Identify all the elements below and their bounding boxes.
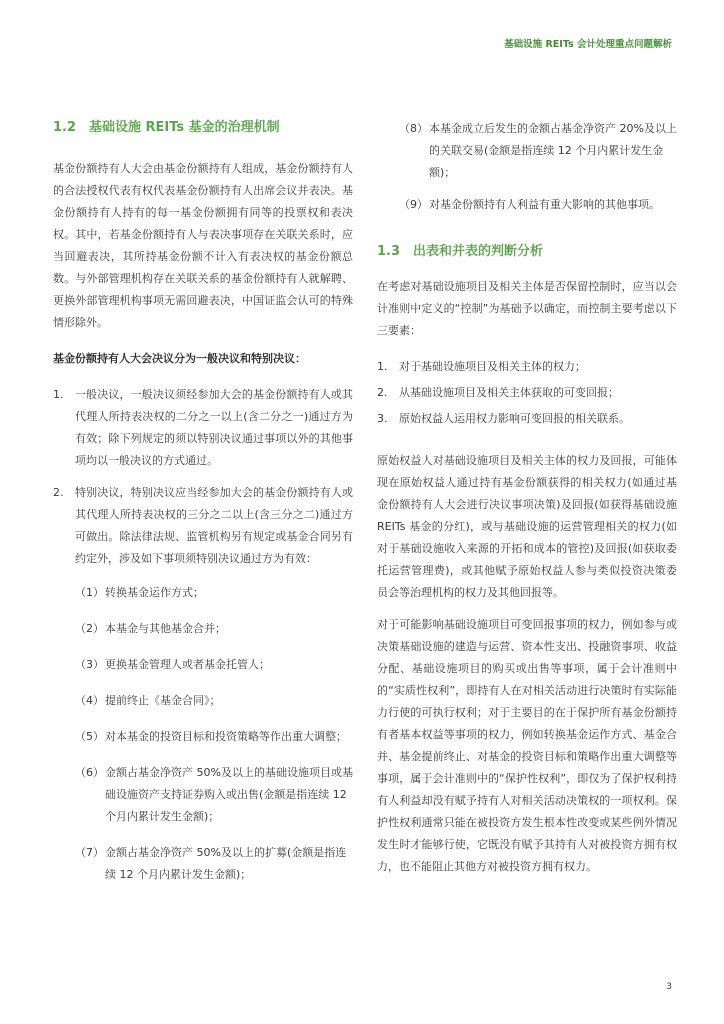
list-marker: 3. bbox=[377, 412, 388, 425]
section-1-2-heading bbox=[53, 118, 353, 138]
list-item bbox=[75, 690, 353, 712]
running-header: 基础设施 REITs 会计处理重点问题解析 bbox=[504, 39, 672, 50]
right-column bbox=[377, 118, 677, 878]
list-marker: （8） bbox=[399, 122, 428, 135]
list-marker: （2） bbox=[75, 622, 104, 635]
section-1-3-heading bbox=[377, 242, 677, 262]
special-items-list-continued bbox=[377, 118, 677, 216]
resolution-list bbox=[53, 384, 353, 570]
list-text: 本基金与其他基金合并； bbox=[105, 622, 226, 635]
list-text: 对于基础设施项目及相关主体的权力； bbox=[399, 360, 586, 373]
list-marker: （6） bbox=[75, 766, 104, 779]
left-column bbox=[53, 118, 353, 886]
list-marker: （1） bbox=[75, 586, 104, 599]
list-text: 特别决议，特别决议应当经参加大会的基金份额持有人或其代理人所持表决权的三分之二以上(含三分之二)通过方可做出。除法律法规、监管机构另有规定或基金合同另有约定外，涉及如下事项须特别决议通过方为有效： bbox=[75, 486, 353, 565]
list-text: 更换基金管理人或者基金托管人； bbox=[105, 658, 270, 671]
section-number: 1.2 bbox=[53, 120, 77, 135]
list-item bbox=[377, 356, 677, 378]
list-text: 金额占基金净资产 50%及以上的扩募(金额是指连续 12 个月内累计发生金额)； bbox=[105, 846, 347, 881]
list-text: 一般决议，一般决议须经参加大会的基金份额持有人或其代理人所持表决权的二分之一以上(含二分之一)通过方为有效；除下列规定的须以特别决议通过事项以外的其他事项均以一般决议的方式通过。 bbox=[75, 388, 353, 467]
section-1-3-paragraph-1: 原始权益人对基础设施项目及相关主体的权力及回报，可能体现在原始权益人通过持有基金份额获得的相关权力(如通过基金份额持有人大会进行决议事项决策)及回报(如获得基础设施 REITs 基金的分红)，或与基础设施的运营管理相关的权力(如对于基础设施收入来源的开拓和成本的管控)及回报(如获取委托运营管理费)，或其他赋予原始权益人参与类似投资决策委员会等治理机构的权力及其他回报等。 bbox=[377, 454, 677, 599]
section-number: 1.3 bbox=[377, 244, 401, 259]
page-number: 3 bbox=[666, 982, 672, 992]
list-marker: 2. bbox=[377, 386, 388, 399]
list-item bbox=[75, 654, 353, 676]
list-item bbox=[75, 582, 353, 604]
list-item bbox=[75, 762, 353, 828]
list-text: 转换基金运作方式； bbox=[105, 586, 204, 599]
list-text: 本基金成立后发生的金额占基金净资产 20%及以上的关联交易(金额是指连续 12 个月内累计发生金额)； bbox=[429, 122, 677, 179]
list-marker: 1. bbox=[377, 360, 388, 373]
list-marker: （4） bbox=[75, 694, 104, 707]
list-text: 金额占基金净资产 50%及以上的基础设施项目或基础设施资产支持证券购入或出售(金额是指连续 12 个月内累计发生金额)； bbox=[105, 766, 353, 823]
list-text: 从基础设施项目及相关主体获取的可变回报； bbox=[399, 386, 619, 399]
control-elements-list bbox=[377, 356, 677, 430]
section-1-3-paragraph-2: 对于可能影响基础设施项目可变回报事项的权力，例如参与或决策基础设施的建造与运营、资本性支出、投融资事项、收益分配、基础设施项目的购买或出售等事项，属于会计准则中的“实质性权利”，即持有人在对相关活动进行决策时有实际能力行使的可执行权利；对于主要目的在于保护所有基金份额持有者基本权益等事项的权力，例如转换基金运作方式、基金合并、基金提前终止、对基金的投资目标和策略作出重大调整等事项，属于会计准则中的“保护性权利”，即仅为了保护权利持有人利益却没有赋予持有人对相关活动决策权的一项权利。保护性权利通常只能在被投资方发生根本性改变或某些例外情况发生时才能够行使，它既没有赋予其持有人对被投资方拥有权力，也不能阻止其他方对被投资方拥有权力。 bbox=[377, 618, 677, 873]
list-item bbox=[399, 194, 677, 216]
list-marker: 1. bbox=[53, 388, 64, 401]
list-item bbox=[377, 408, 677, 430]
list-marker: 2. bbox=[53, 486, 64, 499]
section-1-3-intro: 在考虑对基础设施项目及相关主体是否保留控制时，应当以会计准则中定义的“控制”为基础予以确定，而控制主要考虑以下三要素： bbox=[377, 280, 677, 337]
list-item bbox=[53, 384, 353, 472]
section-title-text: 出表和并表的判断分析 bbox=[413, 244, 544, 259]
list-item bbox=[75, 618, 353, 640]
special-items-list bbox=[53, 582, 353, 886]
list-item bbox=[75, 842, 353, 886]
list-text: 对基金份额持有人利益有重大影响的其他事项。 bbox=[429, 198, 660, 211]
list-text: 提前终止《基金合同》； bbox=[105, 694, 221, 707]
section-title-text: 基础设施 REITs 基金的治理机制 bbox=[89, 120, 280, 135]
list-marker: （7） bbox=[75, 846, 104, 859]
list-text: 原始权益人运用权力影响可变回报的相关联系。 bbox=[399, 412, 630, 425]
section-1-2-intro: 基金份额持有人大会由基金份额持有人组成，基金份额持有人的合法授权代表有权代表基金份额持有人出席会议并表决。基金份额持有人持有的每一基金份额拥有同等的投票权和表决权。其中，若基金份额持有人与表决事项存在关联关系时，应当回避表决，其所持基金份额不计入有表决权的基金份额总数。与外部管理机构存在关联关系的基金份额持有人就解聘、更换外部管理机构事项无需回避表决，中国证监会认可的特殊情形除外。 bbox=[53, 162, 353, 329]
resolution-heading: 基金份额持有人大会决议分为一般决议和特别决议： bbox=[53, 352, 306, 365]
list-item bbox=[399, 118, 677, 184]
list-item bbox=[377, 382, 677, 404]
list-text: 对本基金的投资目标和投资策略等作出重大调整； bbox=[105, 730, 347, 743]
list-item bbox=[53, 482, 353, 570]
list-item bbox=[75, 726, 353, 748]
list-marker: （3） bbox=[75, 658, 104, 671]
list-marker: （9） bbox=[399, 198, 428, 211]
list-marker: （5） bbox=[75, 730, 104, 743]
